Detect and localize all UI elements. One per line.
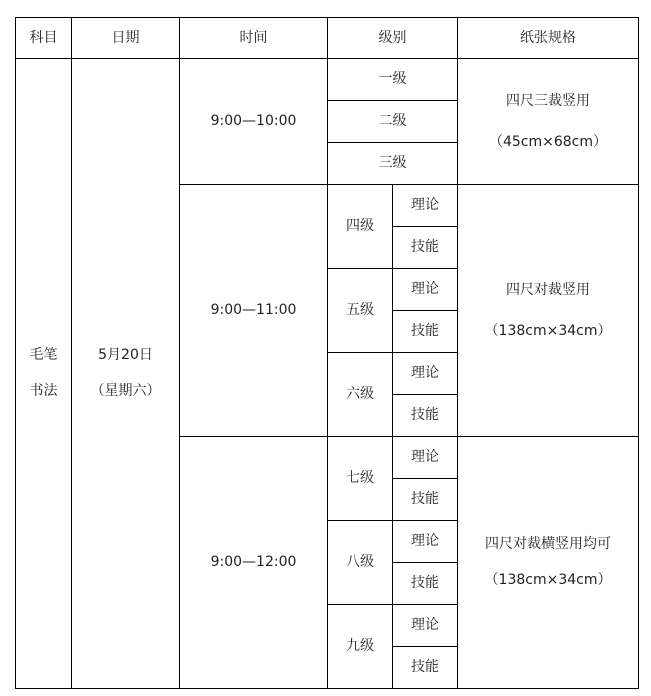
time-cell-3: 9:00—12:00 [180,437,328,689]
part-theory-6: 理论 [393,353,458,395]
subject-line-2: 书法 [29,383,58,399]
level-cell-8: 八级 [328,521,393,605]
subject-line-1: 毛笔 [29,347,58,364]
paper-3-line-1: 四尺对裁横竖用均可 [485,536,611,553]
header-row [16,18,639,59]
date-cell [72,59,180,689]
header-level: 级别 [328,18,458,59]
date-line-2: （星期六） [90,383,161,399]
level-cell-2: 二级 [328,101,458,143]
header-time: 时间 [180,18,328,59]
paper-cell-3 [458,437,639,689]
paper-3-line-2: （138cm×34cm） [484,572,612,588]
level-cell-4: 四级 [328,185,393,269]
header-subject: 科目 [16,18,72,59]
header-date: 日期 [72,18,180,59]
date-line-1: 5月20日 [98,347,153,364]
header-paper: 纸张规格 [458,18,639,59]
part-skill-8: 技能 [393,563,458,605]
paper-cell-2: 四尺对裁竖用（138cm×34cm） [458,185,639,437]
paper-cell-1: 四尺三裁竖用（45cm×68cm） [458,59,639,185]
part-theory-5: 理论 [393,269,458,311]
level-cell-6: 六级 [328,353,393,437]
part-skill-7: 技能 [393,479,458,521]
level-cell-9: 九级 [328,605,393,689]
part-skill-5: 技能 [393,311,458,353]
level-cell-7: 七级 [328,437,393,521]
level-cell-3: 三级 [328,143,458,185]
level-cell-1: 一级 [328,59,458,101]
part-theory-7: 理论 [393,437,458,479]
part-skill-9: 技能 [393,647,458,689]
subject-cell [16,59,72,689]
part-skill-6: 技能 [393,395,458,437]
part-theory-4: 理论 [393,185,458,227]
exam-schedule-table [15,17,639,689]
part-theory-9: 理论 [393,605,458,647]
time-cell-1: 9:00—10:00 [180,59,328,185]
part-skill-4: 技能 [393,227,458,269]
time-cell-2: 9:00—11:00 [180,185,328,437]
level-cell-5: 五级 [328,269,393,353]
part-theory-8: 理论 [393,521,458,563]
